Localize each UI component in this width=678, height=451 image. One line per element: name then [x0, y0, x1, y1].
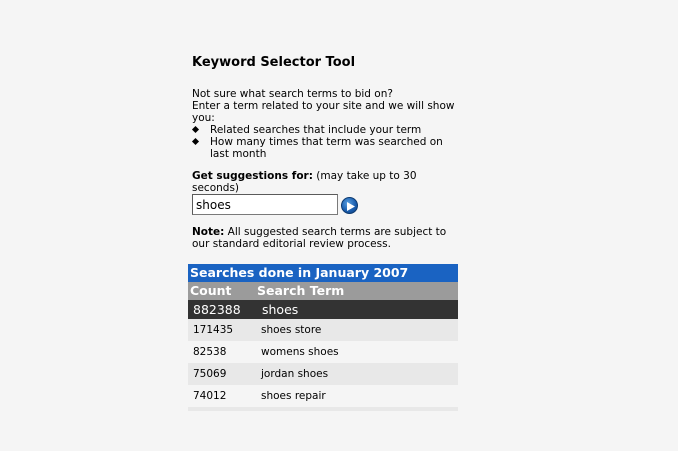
row-count: 82538	[193, 346, 227, 358]
row-term: jordan shoes	[261, 368, 329, 380]
column-header-row	[188, 282, 458, 300]
column-header-term: Search Term	[257, 283, 345, 298]
table-row[interactable]	[188, 319, 458, 341]
table-row[interactable]	[188, 385, 458, 407]
row-term: shoes repair	[261, 390, 326, 402]
intro-section	[192, 88, 458, 160]
table-row[interactable]	[188, 363, 458, 385]
results-header: Searches done in January 2007	[188, 264, 458, 282]
note-label: Note:	[192, 226, 225, 238]
feature-item-text: How many times that term was searched on last month	[210, 136, 443, 160]
note-text: All suggested search terms are subject to our standard editorial review process.	[192, 226, 447, 250]
intro-question: Not sure what search terms to bid on?	[192, 88, 393, 100]
arrow-right-icon	[346, 202, 355, 211]
suggest-label: Get suggestions for:	[192, 170, 313, 182]
row-term: shoes store	[261, 324, 322, 336]
row-term: shoes	[262, 302, 299, 317]
row-count: 882388	[193, 302, 241, 317]
row-term: womens shoes	[261, 346, 339, 358]
suggest-hint: (may take up to 30 seconds)	[192, 170, 417, 194]
search-row	[192, 194, 458, 216]
page-title: Keyword Selector Tool	[192, 55, 356, 70]
row-count: 75069	[193, 368, 227, 380]
column-header-count: Count	[190, 283, 232, 298]
suggest-label-block	[192, 170, 458, 194]
results-table	[188, 264, 458, 411]
note-block	[192, 226, 458, 250]
row-count: 74012	[193, 390, 227, 402]
intro-explanation: Enter a term related to your site and we will show you:	[192, 100, 455, 124]
diamond-bullet-icon	[192, 138, 199, 145]
diamond-bullet-icon	[192, 126, 199, 133]
table-row[interactable]	[188, 300, 458, 319]
table-row[interactable]	[188, 341, 458, 363]
feature-list	[192, 124, 458, 160]
row-count: 171435	[193, 324, 234, 336]
feature-item	[192, 136, 458, 160]
search-input[interactable]	[192, 194, 338, 215]
feature-item	[192, 124, 458, 136]
table-footer-strip	[188, 407, 458, 411]
go-button[interactable]	[341, 197, 358, 214]
feature-item-text: Related searches that include your term	[210, 124, 422, 136]
